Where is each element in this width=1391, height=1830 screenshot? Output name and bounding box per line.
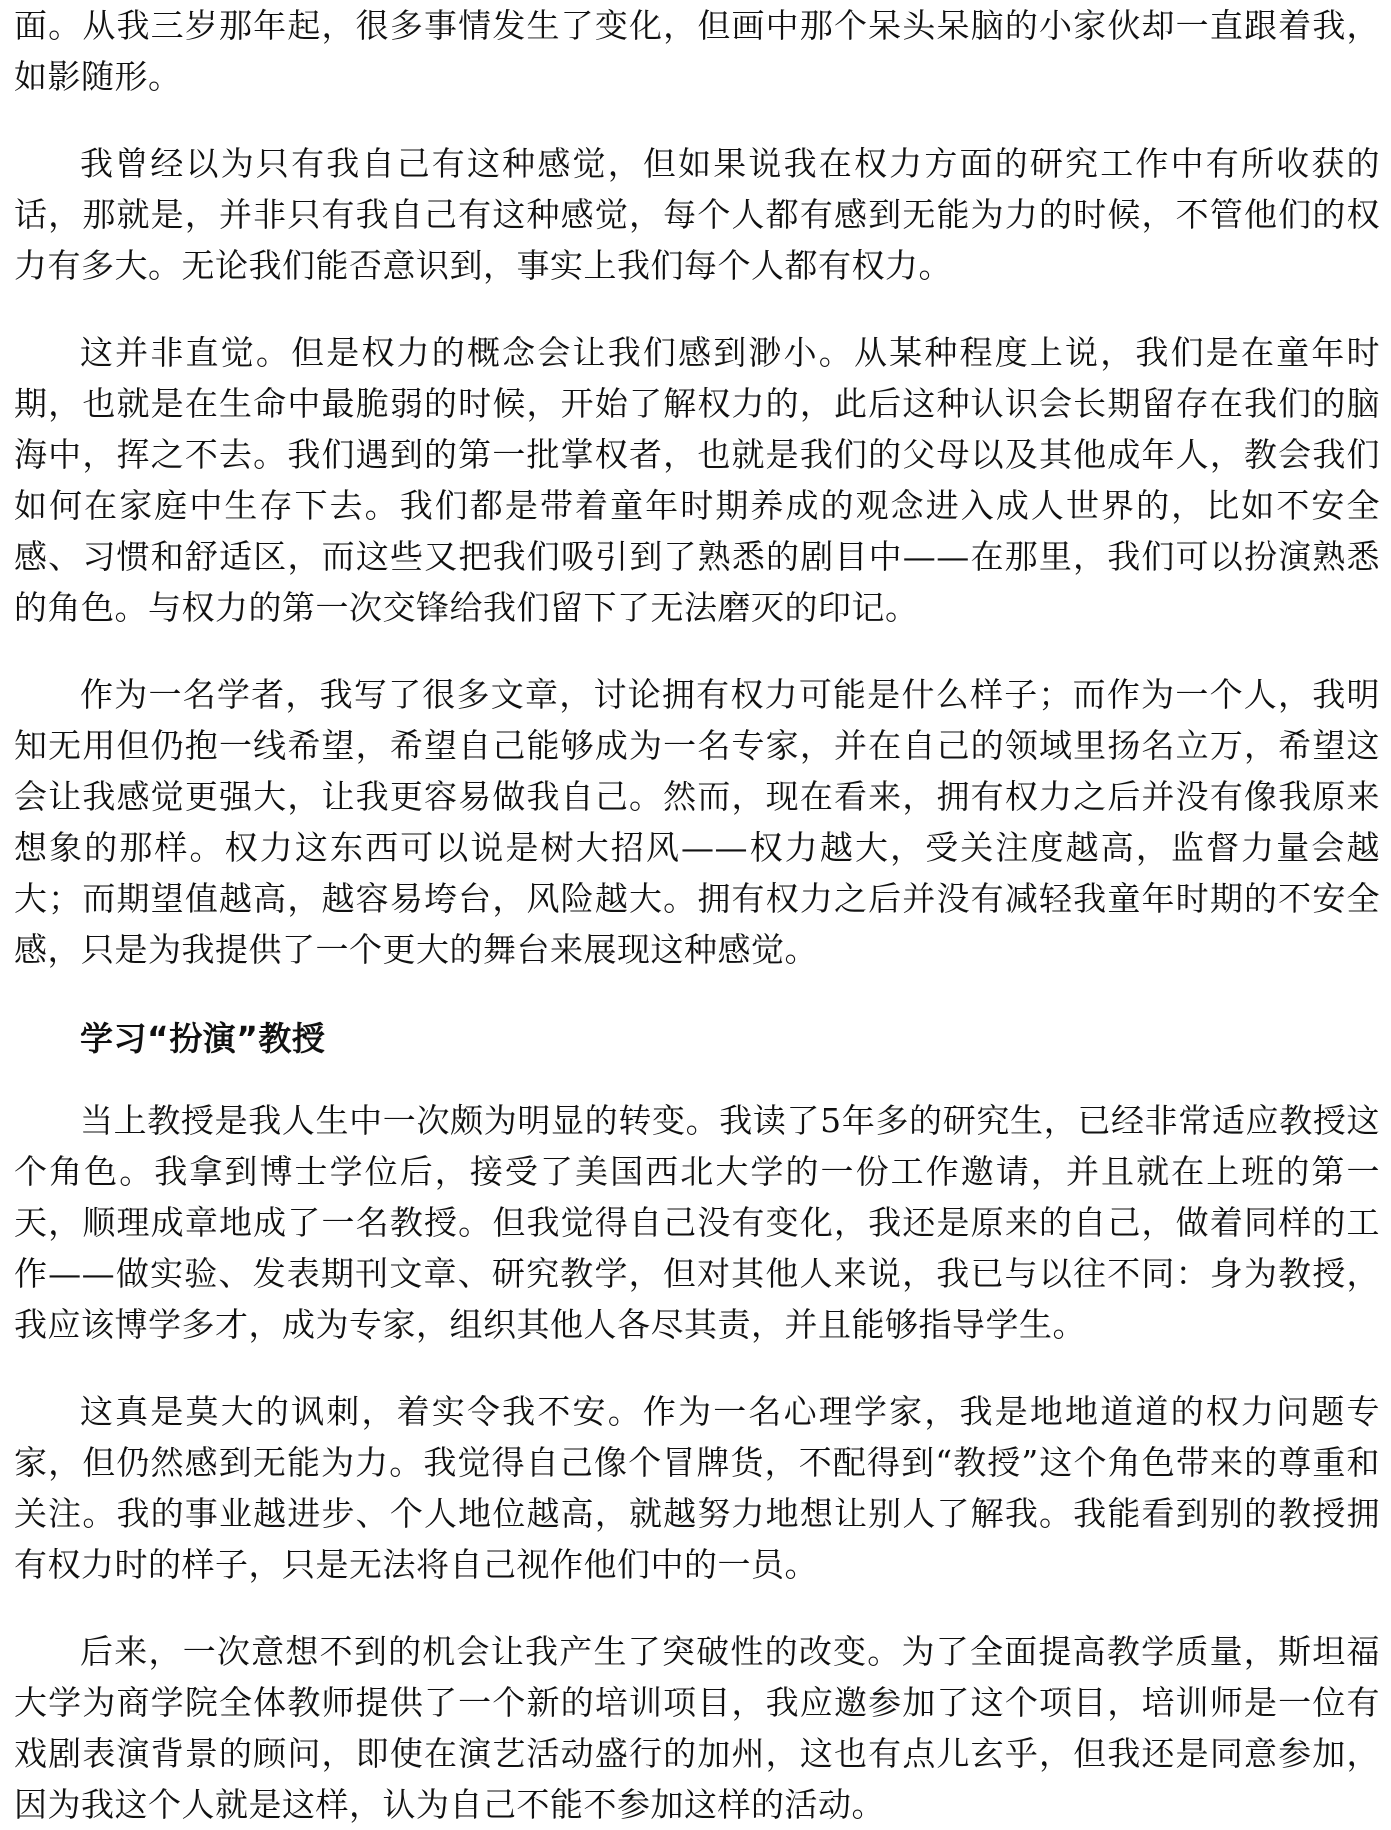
paragraph: 作为一名学者，我写了很多文章，讨论拥有权力可能是什么样子；而作为一个人，我明知无用但仍抱一线希望，希望自己能够成为一名专家，并在自己的领域里扬名立万，希望这会让我感觉更强大，让我更容易做我自己。然而，现在看来，拥有权力之后并没有像我原来想象的那样。权力这东西可以说是树大招风——权力越大，受关注度越高，监督力量会越大；而期望值越高，越容易垮台，风险越大。拥有权力之后并没有减轻我童年时期的不安全感，只是为我提供了一个更大的舞台来展现这种感觉。	[14, 675, 1380, 969]
paragraph: 后来，一次意想不到的机会让我产生了突破性的改变。为了全面提高教学质量，斯坦福大学为商学院全体教师提供了一个新的培训项目，我应邀参加了这个项目，培训师是一位有戏剧表演背景的顾问，即使在演艺活动盛行的加州，这也有点儿玄乎，但我还是同意参加，因为我这个人就是这样，认为自己不能不参加这样的活动。	[14, 1632, 1380, 1824]
document-page	[14, 0, 1380, 1830]
paragraph: 这并非直觉。但是权力的概念会让我们感到渺小。从某种程度上说，我们是在童年时期，也就是在生命中最脆弱的时候，开始了解权力的，此后这种认识会长期留存在我们的脑海中，挥之不去。我们遇到的第一批掌权者，也就是我们的父母以及其他成年人，教会我们如何在家庭中生存下去。我们都是带着童年时期养成的观念进入成人世界的，比如不安全感、习惯和舒适区，而这些又把我们吸引到了熟悉的剧目中——在那里，我们可以扮演熟悉的角色。与权力的第一次交锋给我们留下了无法磨灭的印记。	[14, 333, 1380, 627]
section-heading: 学习“扮演”教授	[80, 1019, 326, 1058]
paragraph-continuation: 面。从我三岁那年起，很多事情发生了变化，但画中那个呆头呆脑的小家伙却一直跟着我，如影随形。	[14, 6, 1380, 96]
paragraph: 我曾经以为只有我自己有这种感觉，但如果说我在权力方面的研究工作中有所收获的话，那就是，并非只有我自己有这种感觉，每个人都有感到无能为力的时候，不管他们的权力有多大。无论我们能否意识到，事实上我们每个人都有权力。	[14, 144, 1380, 285]
paragraph: 这真是莫大的讽刺，着实令我不安。作为一名心理学家，我是地地道道的权力问题专家，但仍然感到无能为力。我觉得自己像个冒牌货，不配得到“教授”这个角色带来的尊重和关注。我的事业越进步、个人地位越高，就越努力地想让别人了解我。我能看到别的教授拥有权力时的样子，只是无法将自己视作他们中的一员。	[14, 1392, 1380, 1584]
paragraph: 当上教授是我人生中一次颇为明显的转变。我读了5年多的研究生，已经非常适应教授这个角色。我拿到博士学位后，接受了美国西北大学的一份工作邀请，并且就在上班的第一天，顺理成章地成了一名教授。但我觉得自己没有变化，我还是原来的自己，做着同样的工作——做实验、发表期刊文章、研究教学，但对其他人来说，我已与以往不同：身为教授，我应该博学多才，成为专家，组织其他人各尽其责，并且能够指导学生。	[14, 1101, 1380, 1344]
